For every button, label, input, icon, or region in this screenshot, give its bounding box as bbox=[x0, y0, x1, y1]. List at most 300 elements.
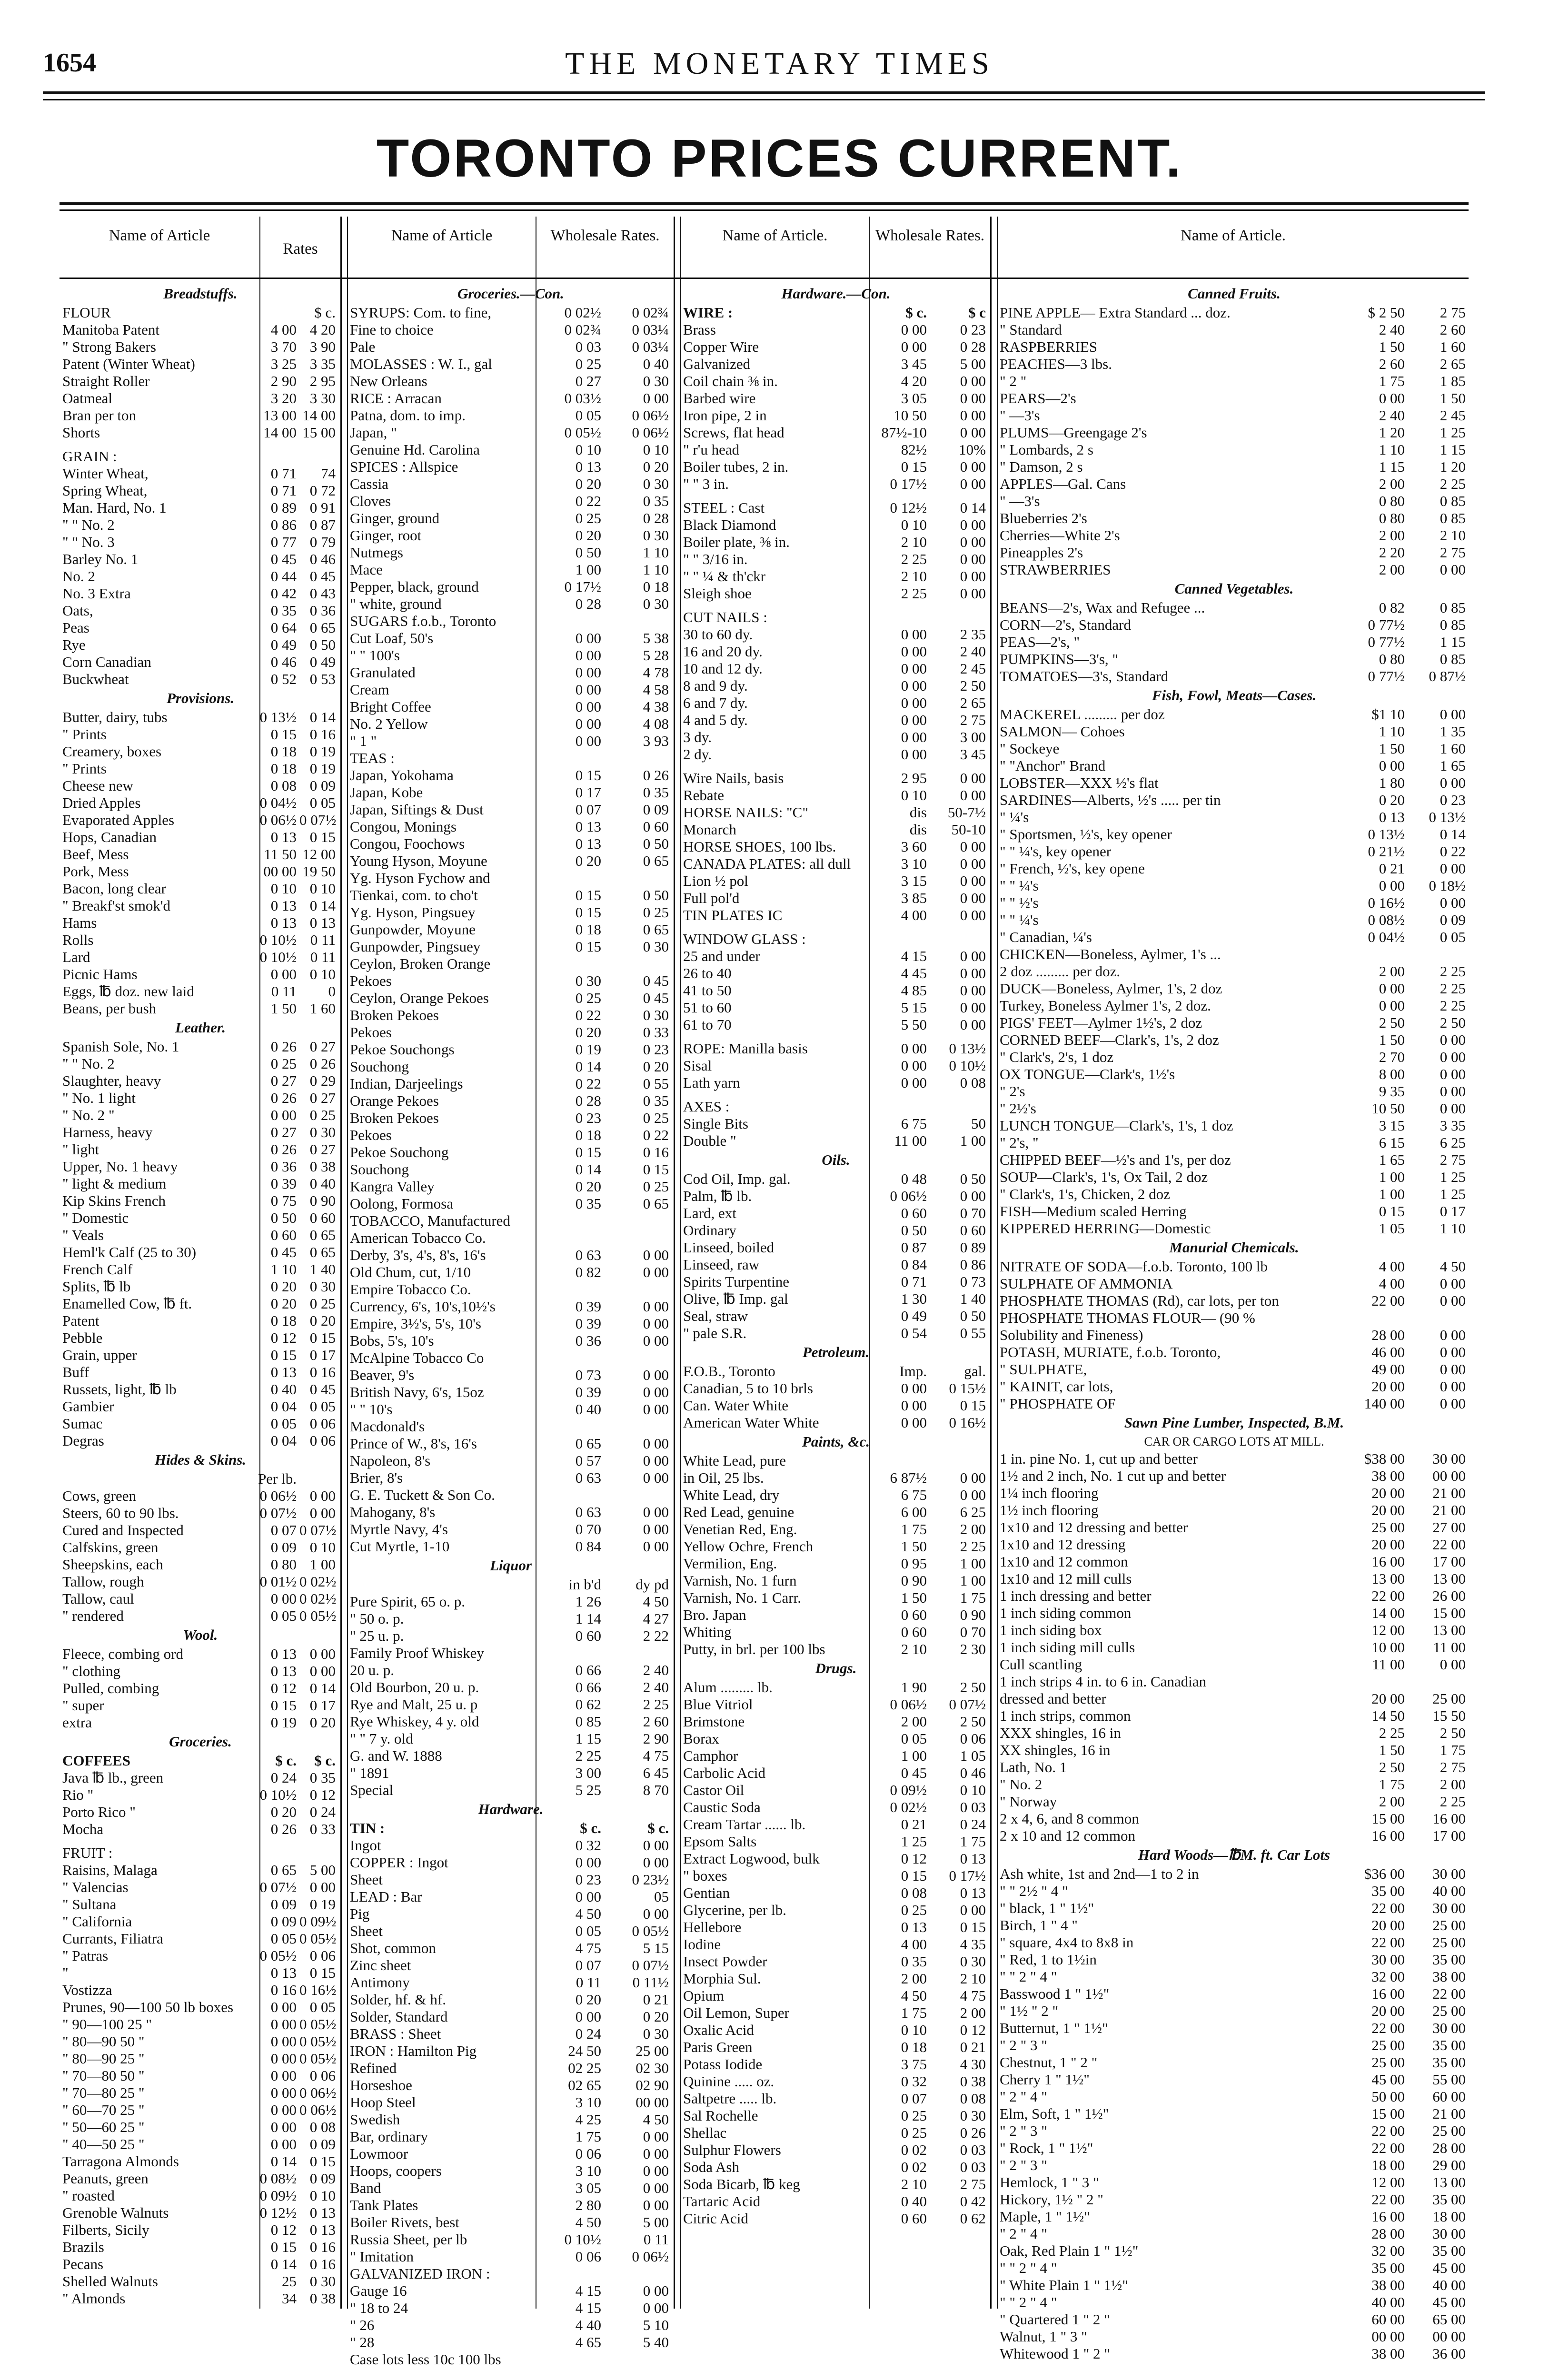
price-high: 00 00 bbox=[636, 2094, 669, 2111]
price-low: 0 10 bbox=[575, 441, 601, 458]
price-high: 2 25 bbox=[1440, 963, 1466, 980]
price-row bbox=[1000, 1865, 1469, 1883]
article-name: Hellebore bbox=[683, 1919, 742, 1935]
price-row bbox=[62, 304, 338, 321]
price-low: 140 00 bbox=[1364, 1395, 1405, 1412]
price-row bbox=[62, 2273, 338, 2290]
price-high: 0 05½ bbox=[632, 1923, 669, 1939]
price-row bbox=[350, 1854, 672, 1871]
price-row bbox=[683, 1538, 989, 1555]
price-low: 0 00 bbox=[575, 1854, 601, 1871]
price-low: 0 00 bbox=[575, 681, 601, 698]
price-low: 0 49 bbox=[901, 1308, 927, 1324]
price-low: 0 71 bbox=[270, 465, 297, 482]
article-name: American Tobacco Co. bbox=[350, 1230, 486, 1246]
article-name: " "Anchor" Brand bbox=[1000, 757, 1106, 774]
price-row bbox=[350, 733, 672, 750]
price-low: 0 12½ bbox=[259, 2204, 297, 2221]
article-name: Lath yarn bbox=[683, 1074, 740, 1091]
price-high: 0 05 bbox=[309, 1999, 336, 2015]
price-row bbox=[683, 1239, 989, 1256]
price-row bbox=[1000, 668, 1469, 685]
price-row bbox=[1000, 1690, 1469, 1707]
price-high: 22 00 bbox=[1432, 1536, 1466, 1553]
price-high: 22 00 bbox=[1432, 1985, 1466, 2002]
article-name: Bright Coffee bbox=[350, 698, 431, 715]
article-name: " " ¼'s, key opener bbox=[1000, 843, 1112, 860]
price-low: 1 10 bbox=[270, 1261, 297, 1278]
price-low: 0 64 bbox=[270, 619, 297, 636]
price-low: 18 00 bbox=[1371, 2157, 1405, 2173]
price-high: 00 00 bbox=[1432, 2328, 1466, 2345]
price-high: 0 00 bbox=[1440, 1395, 1466, 1412]
price-row bbox=[62, 983, 338, 1000]
article-name: Spanish Sole, No. 1 bbox=[62, 1038, 179, 1055]
price-low bbox=[531, 870, 604, 887]
price-high: 0 00 bbox=[643, 2162, 669, 2179]
price-row bbox=[350, 2111, 672, 2128]
price-high: 0 38 bbox=[309, 2290, 336, 2307]
article-name: Lath, No. 1 bbox=[1000, 1759, 1067, 1775]
column-rule bbox=[347, 217, 348, 2309]
price-low: 0 00 bbox=[901, 1057, 927, 1074]
price-row bbox=[683, 660, 989, 677]
price-low: 0 66 bbox=[575, 1662, 601, 1678]
price-high: 0 13 bbox=[309, 2204, 336, 2221]
price-row bbox=[62, 1663, 338, 1680]
price-high: 0 00 bbox=[1440, 894, 1466, 911]
article-name: SALMON— Cohoes bbox=[1000, 723, 1125, 740]
price-low: 38 00 bbox=[1371, 1468, 1405, 1484]
price-high: 0 46 bbox=[309, 551, 336, 567]
price-row bbox=[350, 561, 672, 578]
price-low: 0 18 bbox=[575, 1127, 601, 1143]
article-name: Japan, Siftings & Dust bbox=[350, 801, 484, 818]
article-name: dressed and better bbox=[1000, 1690, 1106, 1707]
price-row bbox=[1000, 774, 1469, 792]
price-low: 1 90 bbox=[901, 1679, 927, 1696]
price-high: 0 87½ bbox=[1429, 668, 1466, 684]
price-low: 4 75 bbox=[575, 1940, 601, 1956]
article-name: Seal, straw bbox=[683, 1308, 748, 1324]
article-name: Lard, ext bbox=[683, 1205, 736, 1221]
price-row bbox=[683, 1098, 989, 1115]
article-name: Brier, 8's bbox=[350, 1469, 403, 1486]
article-name: Ordinary bbox=[683, 1222, 736, 1239]
column-header: Name of Article. bbox=[1181, 227, 1286, 244]
price-low: 3 45 bbox=[901, 356, 927, 372]
section-heading-text: Petroleum. bbox=[802, 1344, 870, 1360]
article-name: Zinc sheet bbox=[350, 1957, 411, 1973]
price-low: 3 25 bbox=[270, 356, 297, 372]
price-high: 0 05 bbox=[309, 1398, 336, 1415]
article-name: Citric Acid bbox=[683, 2210, 748, 2227]
price-row bbox=[350, 972, 672, 990]
price-low: 0 63 bbox=[575, 1247, 601, 1263]
price-low: 0 21 bbox=[901, 1816, 927, 1833]
price-low: 0 42 bbox=[270, 585, 297, 602]
article-name: Hams bbox=[62, 914, 97, 931]
article-name: PIGS' FEET—Aylmer 1½'s, 2 doz bbox=[1000, 1014, 1202, 1031]
price-high: 6 25 bbox=[960, 1504, 986, 1520]
price-low: 0 19 bbox=[270, 1714, 297, 1731]
price-high: 0 30 bbox=[643, 527, 669, 544]
article-name: Harness, heavy bbox=[62, 1124, 153, 1140]
price-low: 2 00 bbox=[1379, 527, 1405, 544]
article-name: " pale S.R. bbox=[683, 1325, 747, 1341]
article-name: Band bbox=[350, 2180, 381, 2196]
article-name: Porto Rico " bbox=[62, 1804, 136, 1820]
article-name: 1x10 and 12 dressing and better bbox=[1000, 1519, 1188, 1536]
price-high: 0 24 bbox=[309, 1804, 336, 1820]
price-row bbox=[62, 1680, 338, 1697]
price-row bbox=[1000, 1519, 1469, 1536]
price-row bbox=[683, 2004, 989, 2022]
price-row bbox=[350, 2197, 672, 2214]
price-low: 2 50 bbox=[1379, 1014, 1405, 1031]
article-name: " 2's bbox=[1000, 1083, 1025, 1100]
article-name: French Calf bbox=[62, 1261, 133, 1278]
price-low: 14 50 bbox=[1371, 1707, 1405, 1724]
price-low: 0 11 bbox=[271, 983, 297, 1000]
price-low: 0 36 bbox=[270, 1158, 297, 1175]
price-row bbox=[62, 1862, 338, 1879]
article-name: Bacon, long clear bbox=[62, 880, 166, 897]
price-row bbox=[1000, 2157, 1469, 2174]
article-name: " " 2½ " 4 " bbox=[1000, 1883, 1068, 1899]
article-name: " Breakf'st smok'd bbox=[62, 897, 171, 914]
price-low: 0 60 bbox=[901, 1205, 927, 1221]
price-high: 0 00 bbox=[643, 2180, 669, 2196]
price-row bbox=[62, 1261, 338, 1278]
price-low: 0 00 bbox=[270, 2102, 297, 2118]
price-low: 87½-10 bbox=[881, 424, 927, 441]
price-row bbox=[350, 1871, 672, 1888]
price-row bbox=[683, 1833, 989, 1850]
article-name: " Damson, 2 s bbox=[1000, 458, 1083, 475]
row-spacer bbox=[683, 1033, 989, 1040]
price-high: 35 00 bbox=[1432, 2037, 1466, 2053]
price-row bbox=[350, 2231, 672, 2248]
article-name: " 80—90 25 " bbox=[62, 2050, 145, 2067]
price-row bbox=[350, 1247, 672, 1264]
article-name: " No. 1 light bbox=[62, 1090, 136, 1106]
price-low bbox=[865, 1098, 930, 1115]
price-row bbox=[683, 1747, 989, 1765]
price-high: 0 06½ bbox=[632, 424, 669, 441]
price-low: 0 13 bbox=[575, 818, 601, 835]
price-low bbox=[256, 304, 299, 321]
price-row bbox=[683, 1572, 989, 1589]
price-high: 0 25 bbox=[643, 904, 669, 921]
price-row bbox=[62, 1590, 338, 1607]
price-high: 1 00 bbox=[309, 1556, 336, 1573]
price-high: 2 45 bbox=[960, 660, 986, 677]
article-name: Corn Canadian bbox=[62, 654, 151, 670]
price-row bbox=[683, 2056, 989, 2073]
price-high: 1 35 bbox=[1440, 723, 1466, 740]
price-low: 0 10½ bbox=[564, 2231, 601, 2248]
price-row bbox=[683, 2159, 989, 2176]
price-row bbox=[1000, 1502, 1469, 1519]
price-high: 0 00 bbox=[643, 1384, 669, 1400]
price-row bbox=[62, 1107, 338, 1124]
price-row bbox=[1000, 963, 1469, 980]
price-row bbox=[683, 855, 989, 873]
price-low: 0 80 bbox=[1379, 651, 1405, 667]
price-low: 38 00 bbox=[1371, 2277, 1405, 2293]
price-low: 0 63 bbox=[575, 1469, 601, 1486]
article-name: LEAD : Bar bbox=[350, 1888, 422, 1905]
price-row bbox=[62, 671, 338, 688]
price-low: 0 60 bbox=[901, 1606, 927, 1623]
article-name: 1½ and 2 inch, No. 1 cut up and better bbox=[1000, 1468, 1226, 1484]
price-row bbox=[62, 1804, 338, 1821]
price-high: 00 00 bbox=[1432, 1468, 1466, 1484]
price-high: 0 03¼ bbox=[632, 321, 669, 338]
price-low: 0 39 bbox=[575, 1384, 601, 1400]
price-high: 0 00 bbox=[643, 1538, 669, 1555]
price-low: 0 26 bbox=[270, 1821, 297, 1837]
price-row bbox=[62, 2290, 338, 2307]
article-name: " 2's, " bbox=[1000, 1134, 1039, 1151]
price-low: 0 00 bbox=[270, 2033, 297, 2050]
price-high: 0 16 bbox=[643, 1144, 669, 1160]
price-low: 0 00 bbox=[270, 2084, 297, 2101]
price-high: 0 65 bbox=[309, 1227, 336, 1243]
section-heading-text: Wool. bbox=[183, 1626, 218, 1643]
article-name: Gambier bbox=[62, 1398, 114, 1415]
price-row bbox=[62, 338, 338, 356]
article-name: " 26 bbox=[350, 2317, 375, 2333]
price-high: 2 75 bbox=[960, 2176, 986, 2192]
price-high: 13 00 bbox=[1432, 1622, 1466, 1638]
price-low: 4 50 bbox=[575, 1905, 601, 1922]
article-name: Prunes, 90—100 50 lb boxes bbox=[62, 1999, 234, 2015]
price-high: 0 00 bbox=[960, 999, 986, 1016]
article-name: Ingot bbox=[350, 1837, 381, 1854]
price-row bbox=[1000, 757, 1469, 774]
price-high: 8 70 bbox=[643, 1782, 669, 1798]
price-row bbox=[350, 1230, 672, 1247]
price-low: 1 05 bbox=[1379, 1220, 1405, 1237]
article-name: " Quartered 1 " 2 " bbox=[1000, 2311, 1110, 2328]
price-high: 1 00 bbox=[960, 1555, 986, 1572]
column-header: Wholesale Rates. bbox=[550, 227, 660, 244]
article-name: " roasted bbox=[62, 2187, 115, 2204]
article-name: GRAIN : bbox=[62, 448, 117, 465]
price-high: 0 70 bbox=[960, 1205, 986, 1221]
article-name: Solder, hf. & hf. bbox=[350, 1991, 446, 2008]
price-high: 1 25 bbox=[1440, 424, 1466, 441]
price-low bbox=[531, 955, 604, 972]
price-high: 0 27 bbox=[309, 1090, 336, 1106]
price-high: 0 00 bbox=[960, 948, 986, 964]
price-low: 10 00 bbox=[1371, 1639, 1405, 1656]
price-high: 0 05½ bbox=[299, 1607, 337, 1624]
price-high: 0 00 bbox=[960, 907, 986, 923]
price-high: 0 00 bbox=[960, 373, 986, 389]
price-low: 00 00 bbox=[1371, 2328, 1405, 2345]
price-low: 0 13 bbox=[270, 1964, 297, 1981]
price-low: 0 00 bbox=[575, 1888, 601, 1905]
price-row bbox=[350, 767, 672, 784]
article-name: " " 3/16 in. bbox=[683, 551, 748, 567]
price-high: 0 07½ bbox=[632, 1957, 669, 1973]
article-name: AXES : bbox=[683, 1098, 730, 1115]
section-heading-text: Canned Fruits. bbox=[1188, 285, 1281, 302]
price-high: 0 16 bbox=[309, 2239, 336, 2255]
price-row bbox=[1000, 634, 1469, 651]
article-name: " square, 4x4 to 8x8 in bbox=[1000, 1934, 1134, 1951]
article-name: Bobs, 5's, 10's bbox=[350, 1332, 434, 1349]
price-low: 0 06½ bbox=[259, 812, 297, 828]
price-row bbox=[62, 1786, 338, 1804]
header-rule bbox=[43, 99, 1485, 100]
price-high: 0 16 bbox=[309, 2256, 336, 2272]
price-row bbox=[1000, 2260, 1469, 2277]
price-low: 2 25 bbox=[901, 551, 927, 567]
price-high: 0 18 bbox=[643, 578, 669, 595]
price-high: 0 00 bbox=[960, 1188, 986, 1204]
price-row bbox=[350, 1332, 672, 1349]
article-name: Wire Nails, basis bbox=[683, 770, 784, 786]
price-row bbox=[350, 921, 672, 938]
price-low: 28 00 bbox=[1371, 2225, 1405, 2242]
price-high: 0 00 bbox=[643, 2282, 669, 2299]
article-name: Cherries—White 2's bbox=[1000, 527, 1120, 544]
price-low: 20 00 bbox=[1371, 1502, 1405, 1518]
price-high: 4 08 bbox=[643, 715, 669, 732]
price-row bbox=[62, 1697, 338, 1714]
article-name: Canadian, 5 to 10 brls bbox=[683, 1380, 813, 1397]
price-row bbox=[350, 1957, 672, 1974]
price-low: 2 60 bbox=[1379, 356, 1405, 372]
price-high: 2 00 bbox=[960, 2004, 986, 2021]
price-low: 0 21 bbox=[1379, 860, 1405, 877]
row-spacer bbox=[683, 763, 989, 770]
price-row bbox=[683, 2090, 989, 2107]
price-row bbox=[350, 1576, 672, 1593]
price-high: 0 06 bbox=[309, 1947, 336, 1964]
price-low: 0 10½ bbox=[259, 932, 297, 948]
price-low: 22 00 bbox=[1371, 2020, 1405, 2036]
price-row bbox=[350, 1627, 672, 1645]
article-name: " " 2 " 4 " bbox=[1000, 2260, 1057, 2276]
price-low: 0 71 bbox=[901, 1273, 927, 1290]
price-high: 0 06½ bbox=[632, 407, 669, 424]
price-row bbox=[62, 1347, 338, 1364]
price-row bbox=[350, 2282, 672, 2300]
article-name: Brass bbox=[683, 321, 716, 338]
price-low: 0 13 bbox=[270, 897, 297, 914]
price-row bbox=[62, 1844, 338, 1862]
price-high: 0 33 bbox=[309, 1821, 336, 1837]
price-row bbox=[62, 1769, 338, 1786]
price-low: 6 15 bbox=[1379, 1134, 1405, 1151]
article-name: Spring Wheat, bbox=[62, 482, 148, 499]
article-name: Pekoe Souchongs bbox=[350, 1041, 455, 1058]
price-high: 0 35 bbox=[309, 1769, 336, 1786]
price-row bbox=[1000, 2345, 1469, 2362]
article-name: " " No. 3 bbox=[62, 534, 115, 550]
article-name: Cassia bbox=[350, 476, 388, 492]
article-name: Hoops, coopers bbox=[350, 2162, 442, 2179]
article-name: Congou, Monings bbox=[350, 818, 457, 835]
price-high: 0 40 bbox=[643, 356, 669, 372]
price-low: 0 00 bbox=[901, 1414, 927, 1431]
article-name: COPPER : Ingot bbox=[350, 1854, 448, 1871]
price-high: 0 16½ bbox=[299, 1982, 337, 1998]
article-name: " clothing bbox=[62, 1663, 121, 1679]
price-low: 20 00 bbox=[1371, 1378, 1405, 1395]
price-row bbox=[1000, 1258, 1469, 1275]
price-low bbox=[531, 1418, 604, 1435]
article-name: Empire Tobacco Co. bbox=[350, 1281, 471, 1298]
price-column-3 bbox=[683, 283, 989, 2306]
price-row bbox=[62, 1124, 338, 1141]
article-name: Vermilion, Eng. bbox=[683, 1555, 777, 1572]
price-low: 0 02½ bbox=[564, 304, 601, 321]
article-name: Straight Roller bbox=[62, 373, 150, 389]
price-low: 0 00 bbox=[901, 626, 927, 643]
price-row bbox=[683, 712, 989, 729]
article-name: Red Lead, genuine bbox=[683, 1504, 794, 1520]
article-name: Ceylon, Orange Pekoes bbox=[350, 990, 489, 1006]
price-row bbox=[683, 1452, 989, 1469]
price-high: 0 00 bbox=[960, 516, 986, 533]
price-low: 49 00 bbox=[1371, 1361, 1405, 1378]
article-name: Yg. Hyson Fychow and bbox=[350, 870, 490, 886]
price-row bbox=[1000, 1536, 1469, 1553]
price-high: 0 10 bbox=[643, 441, 669, 458]
price-low bbox=[531, 1230, 604, 1247]
price-low: 0 15 bbox=[270, 1697, 297, 1714]
price-high: 0 86 bbox=[960, 1256, 986, 1273]
section-heading-text: Sawn Pine Lumber, Inspected, B.M. bbox=[1124, 1414, 1344, 1431]
price-high: 3 35 bbox=[1440, 1117, 1466, 1134]
price-row bbox=[1000, 980, 1469, 997]
price-row bbox=[350, 2334, 672, 2351]
price-low bbox=[531, 1645, 604, 1662]
price-high: 0 55 bbox=[643, 1075, 669, 1092]
price-high: 0 60 bbox=[309, 1210, 336, 1226]
price-row bbox=[683, 1074, 989, 1091]
article-name: Kip Skins French bbox=[62, 1192, 166, 1209]
price-row bbox=[683, 1504, 989, 1521]
article-name: SARDINES—Alberts, ½'s ..... per tin bbox=[1000, 792, 1221, 808]
price-low: 0 50 bbox=[575, 544, 601, 561]
price-high bbox=[604, 750, 672, 767]
price-row bbox=[350, 1349, 672, 1367]
section-heading-text: Paints, &c. bbox=[802, 1433, 870, 1450]
price-high: 0 00 bbox=[1440, 1656, 1466, 1673]
price-high bbox=[604, 1281, 672, 1298]
article-name: Cloves bbox=[350, 493, 391, 509]
price-low: 0 18 bbox=[270, 760, 297, 777]
price-row bbox=[62, 465, 338, 482]
price-row bbox=[350, 1161, 672, 1178]
price-high: 2 75 bbox=[1440, 544, 1466, 561]
price-high: 0 00 bbox=[643, 1905, 669, 1922]
price-high: 0 27 bbox=[309, 1141, 336, 1158]
price-high: 0 15 bbox=[309, 1329, 336, 1346]
article-name: Mahogany, 8's bbox=[350, 1504, 436, 1520]
price-low: 14 00 bbox=[263, 424, 297, 441]
price-low: 0 05 bbox=[270, 1415, 297, 1432]
article-name: DUCK—Boneless, Aylmer, 1's, 2 doz bbox=[1000, 980, 1222, 997]
price-low: 0 10 bbox=[901, 2022, 927, 2038]
